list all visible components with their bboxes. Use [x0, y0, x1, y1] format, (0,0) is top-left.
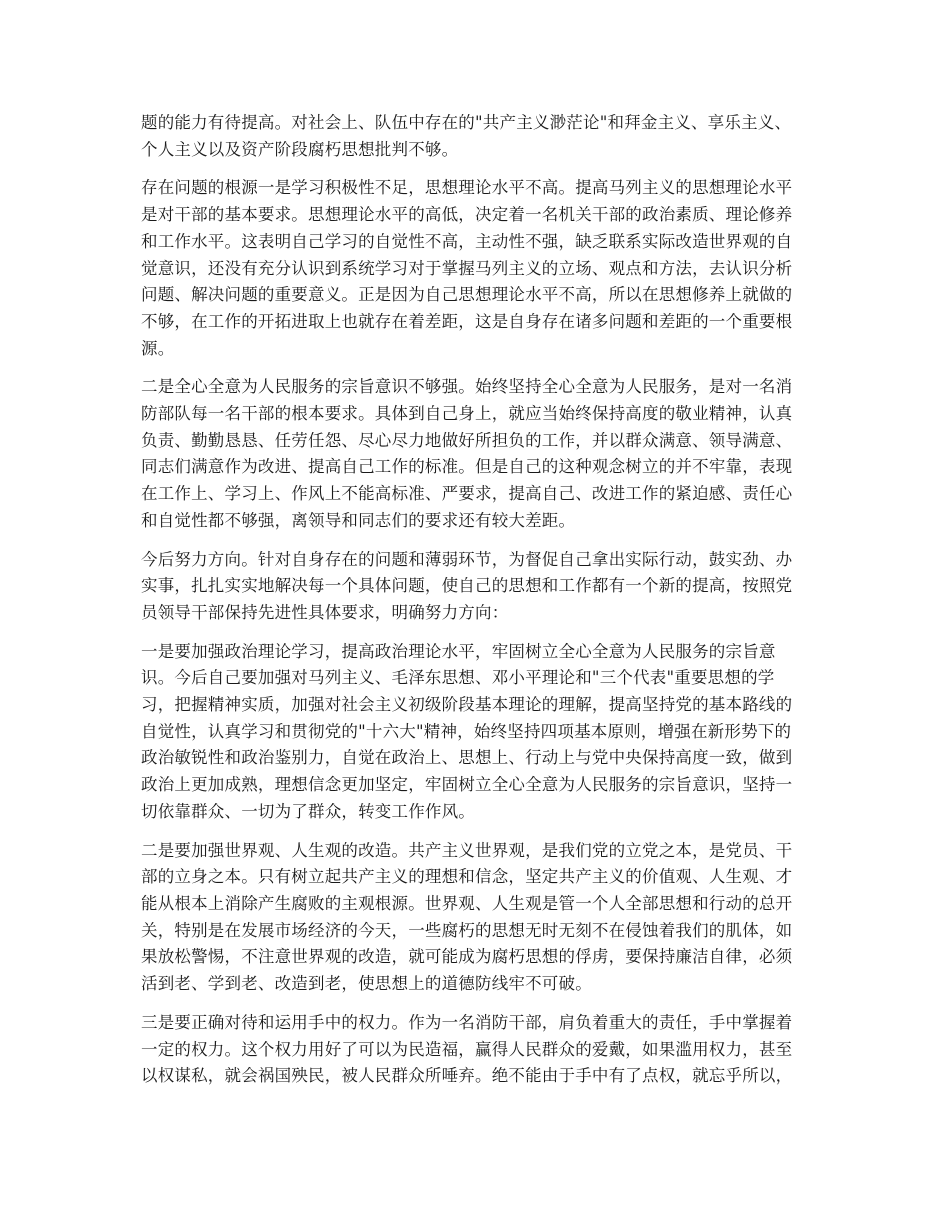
- paragraph-5: [141, 639, 809, 826]
- text-line: 在工作上、学习上、作风上不能高标准、严要求，提高自己、改进工作的紧迫感、责任心: [141, 484, 793, 504]
- text-line: 个人主义以及资产阶段腐朽思想批判不够。: [141, 139, 459, 159]
- text-line: 是对干部的基本要求。思想理论水平的高低，决定着一名机关干部的政治素质、理论修养: [141, 205, 793, 225]
- text-line: 部的立身之本。只有树立起共产主义的理想和信念，坚定共产主义的价值观、人生观、才: [141, 867, 793, 887]
- text-line: 同志们满意作为改进、提高自己工作的标准。但是自己的这种观念树立的并不牢靠，表现: [141, 457, 793, 477]
- text-line: 果放松警惕，不注意世界观的改造，就可能成为腐朽思想的俘虏，要保持廉洁自律，必须: [141, 947, 793, 967]
- text-line: 切依靠群众、一切为了群众，转变工作作风。: [141, 801, 475, 821]
- text-line: 政治上更加成熟，理想信念更加坚定，牢固树立全心全意为人民服务的宗旨意识，坚持一: [141, 775, 793, 795]
- text-line: 今后努力方向。针对自身存在的问题和薄弱环节，为督促自己拿出实际行动，鼓实劲、办: [141, 549, 793, 569]
- text-line: 问题、解决问题的重要意义。正是因为自己思想理论水平不高，所以在思想修养上就做的: [141, 285, 793, 305]
- paragraph-7: [141, 1010, 809, 1090]
- text-line: 负责、勤勤恳恳、任劳任怨、尽心尽力地做好所担负的工作，并以群众满意、领导满意、: [141, 430, 793, 450]
- paragraph-3: [141, 374, 809, 534]
- text-line: 关，特别是在发展市场经济的今天，一些腐朽的思想无时无刻不在侵蚀着我们的肌体，如: [141, 920, 793, 940]
- text-line: 实事，扎扎实实地解决每一个具体问题，使自己的思想和工作都有一个新的提高，按照党: [141, 576, 793, 596]
- text-line: 和自觉性都不够强，离领导和同志们的要求还有较大差距。: [141, 510, 576, 530]
- text-line: 识。今后自己要加强对马列主义、毛泽东思想、邓小平理论和"三个代表"重要思想的学: [141, 668, 775, 688]
- text-line: 习，把握精神实质，加强对社会主义初级阶段基本理论的理解，提高坚持党的基本路线的: [141, 695, 793, 715]
- text-line: 二是要加强世界观、人生观的改造。共产主义世界观，是我们党的立党之本，是党员、干: [141, 840, 793, 860]
- text-line: 一是要加强政治理论学习，提高政治理论水平，牢固树立全心全意为人民服务的宗旨意: [141, 641, 776, 661]
- document-body: [141, 110, 809, 1102]
- text-line: 题的能力有待提高。对社会上、队伍中存在的"共产主义渺茫论"和拜金主义、享乐主义、: [141, 113, 792, 132]
- text-line: 存在问题的根源一是学习积极性不足，思想理论水平不高。提高马列主义的思想理论水平: [141, 178, 793, 198]
- paragraph-6: [141, 838, 809, 998]
- text-line: 觉意识，还没有充分认识到系统学习对于掌握马列主义的立场、观点和方法，去认识分析: [141, 258, 793, 278]
- text-line: 源。: [141, 338, 175, 358]
- text-line: 一定的权力。这个权力用好了可以为民造福，赢得人民群众的爱戴，如果滥用权力，甚至: [141, 1039, 793, 1059]
- text-line: 员领导干部保持先进性具体要求，明确努力方向：: [141, 602, 509, 622]
- paragraph-1: [141, 110, 809, 163]
- text-line: 和工作水平。这表明自己学习的自觉性不高，主动性不强，缺乏联系实际改造世界观的自: [141, 231, 793, 251]
- text-line: 三是要正确对待和运用手中的权力。作为一名消防干部，肩负着重大的责任，手中掌握着: [141, 1012, 793, 1032]
- paragraph-4: [141, 547, 809, 627]
- text-line: 自觉性，认真学习和贯彻党的"十六大"精神，始终坚持四项基本原则，增强在新形势下的: [141, 721, 792, 741]
- text-line: 二是全心全意为人民服务的宗旨意识不够强。始终坚持全心全意为人民服务，是对一名消: [141, 377, 793, 397]
- text-line: 防部队每一名干部的根本要求。具体到自己身上，就应当始终保持高度的敬业精神，认真: [141, 404, 793, 424]
- text-line: 能从根本上消除产生腐败的主观根源。世界观、人生观是管一个人全部思想和行动的总开: [141, 893, 793, 913]
- text-line: 不够，在工作的开拓进取上也就存在着差距，这是自身存在诸多问题和差距的一个重要根: [141, 311, 793, 331]
- text-line: 以权谋私，就会祸国殃民，被人民群众所唾弃。绝不能由于手中有了点权，就忘乎所以，: [141, 1066, 793, 1086]
- text-line: 活到老、学到老、改造到老，使思想上的道德防线牢不可破。: [141, 974, 592, 994]
- text-line: 政治敏锐性和政治鉴别力，自觉在政治上、思想上、行动上与党中央保持高度一致，做到: [141, 748, 793, 768]
- paragraph-2: [141, 175, 809, 362]
